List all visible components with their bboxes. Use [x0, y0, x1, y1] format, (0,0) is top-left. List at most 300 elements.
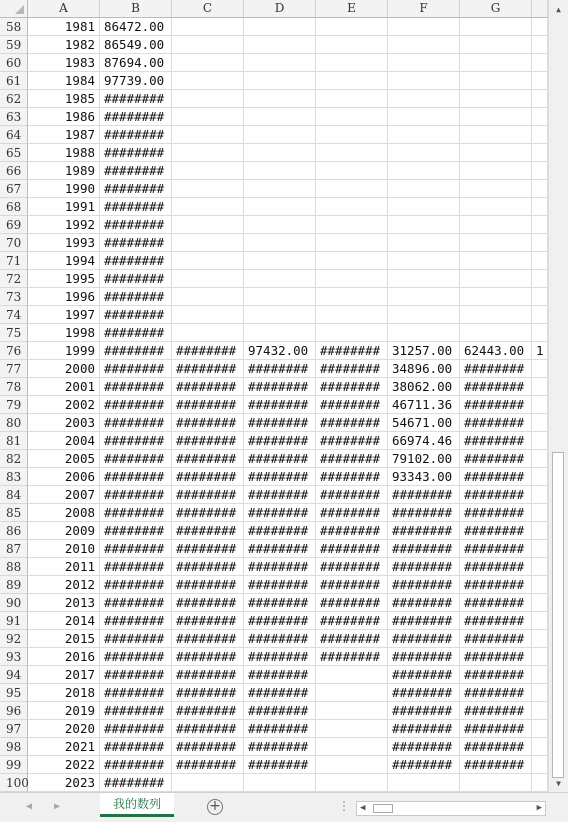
- cell-a[interactable]: 2016: [28, 648, 100, 666]
- row-header[interactable]: 75: [0, 324, 28, 342]
- cell-g[interactable]: ########: [460, 630, 532, 648]
- row-header[interactable]: 69: [0, 216, 28, 234]
- cell-g[interactable]: [460, 72, 532, 90]
- cell-d[interactable]: [244, 198, 316, 216]
- cell-a[interactable]: 1988: [28, 144, 100, 162]
- cell-d[interactable]: [244, 306, 316, 324]
- cell-h[interactable]: [532, 324, 548, 342]
- row-header[interactable]: 80: [0, 414, 28, 432]
- select-all-corner[interactable]: [0, 0, 28, 17]
- cell-c[interactable]: ########: [172, 666, 244, 684]
- cell-h[interactable]: [532, 774, 548, 792]
- cell-h[interactable]: [532, 702, 548, 720]
- cell-g[interactable]: [460, 198, 532, 216]
- cell-b[interactable]: ########: [100, 702, 172, 720]
- cell-f[interactable]: [388, 108, 460, 126]
- cell-d[interactable]: [244, 234, 316, 252]
- cell-c[interactable]: [172, 162, 244, 180]
- cell-e[interactable]: [316, 252, 388, 270]
- cell-c[interactable]: [172, 144, 244, 162]
- sheet-tab[interactable]: 我的数列: [100, 793, 174, 817]
- cell-e[interactable]: [316, 180, 388, 198]
- cell-f[interactable]: 66974.46: [388, 432, 460, 450]
- cell-h[interactable]: [532, 126, 548, 144]
- cell-b[interactable]: ########: [100, 648, 172, 666]
- cell-c[interactable]: ########: [172, 468, 244, 486]
- cell-f[interactable]: [388, 252, 460, 270]
- cell-e[interactable]: [316, 684, 388, 702]
- cell-b[interactable]: ########: [100, 468, 172, 486]
- column-header-c[interactable]: C: [172, 0, 244, 17]
- cell-e[interactable]: [316, 36, 388, 54]
- cell-g[interactable]: ########: [460, 360, 532, 378]
- cell-b[interactable]: ########: [100, 324, 172, 342]
- cell-e[interactable]: [316, 774, 388, 792]
- row-header[interactable]: 71: [0, 252, 28, 270]
- cell-f[interactable]: [388, 288, 460, 306]
- cell-b[interactable]: ########: [100, 252, 172, 270]
- cell-d[interactable]: [244, 162, 316, 180]
- row-header[interactable]: 67: [0, 180, 28, 198]
- cell-c[interactable]: [172, 126, 244, 144]
- cell-f[interactable]: 38062.00: [388, 378, 460, 396]
- cell-e[interactable]: ########: [316, 360, 388, 378]
- cell-f[interactable]: [388, 36, 460, 54]
- add-sheet-icon[interactable]: +: [207, 799, 223, 815]
- cell-h[interactable]: [532, 216, 548, 234]
- cell-f[interactable]: ########: [388, 612, 460, 630]
- cell-g[interactable]: ########: [460, 558, 532, 576]
- row-header[interactable]: 60: [0, 54, 28, 72]
- cell-c[interactable]: ########: [172, 378, 244, 396]
- cell-e[interactable]: ########: [316, 612, 388, 630]
- cell-f[interactable]: ########: [388, 486, 460, 504]
- cell-e[interactable]: [316, 126, 388, 144]
- cell-g[interactable]: [460, 54, 532, 72]
- cell-h[interactable]: [532, 270, 548, 288]
- row-header[interactable]: 61: [0, 72, 28, 90]
- cell-b[interactable]: ########: [100, 396, 172, 414]
- row-header[interactable]: 65: [0, 144, 28, 162]
- cell-e[interactable]: ########: [316, 468, 388, 486]
- cell-a[interactable]: 2000: [28, 360, 100, 378]
- cell-d[interactable]: ########: [244, 630, 316, 648]
- cell-d[interactable]: 97432.00: [244, 342, 316, 360]
- cell-f[interactable]: 31257.00: [388, 342, 460, 360]
- cell-a[interactable]: 2009: [28, 522, 100, 540]
- cell-h[interactable]: [532, 288, 548, 306]
- cell-a[interactable]: 2006: [28, 468, 100, 486]
- cell-e[interactable]: [316, 702, 388, 720]
- cell-d[interactable]: [244, 144, 316, 162]
- cell-h[interactable]: [532, 54, 548, 72]
- cell-d[interactable]: [244, 288, 316, 306]
- scroll-up-icon[interactable]: ▲: [556, 4, 561, 14]
- cell-b[interactable]: ########: [100, 360, 172, 378]
- cell-d[interactable]: ########: [244, 648, 316, 666]
- cell-c[interactable]: [172, 108, 244, 126]
- cell-d[interactable]: ########: [244, 558, 316, 576]
- row-header[interactable]: 85: [0, 504, 28, 522]
- cell-b[interactable]: ########: [100, 738, 172, 756]
- cell-c[interactable]: [172, 774, 244, 792]
- cell-a[interactable]: 2003: [28, 414, 100, 432]
- cell-d[interactable]: [244, 36, 316, 54]
- cell-a[interactable]: 1996: [28, 288, 100, 306]
- cell-c[interactable]: [172, 180, 244, 198]
- cell-a[interactable]: 1992: [28, 216, 100, 234]
- cell-g[interactable]: [460, 18, 532, 36]
- cell-h[interactable]: [532, 234, 548, 252]
- cell-a[interactable]: 1995: [28, 270, 100, 288]
- cell-e[interactable]: [316, 162, 388, 180]
- column-header-h[interactable]: [532, 0, 548, 17]
- cell-h[interactable]: [532, 36, 548, 54]
- cell-d[interactable]: ########: [244, 450, 316, 468]
- cell-b[interactable]: ########: [100, 270, 172, 288]
- cell-h[interactable]: [532, 396, 548, 414]
- cell-d[interactable]: [244, 18, 316, 36]
- cell-d[interactable]: [244, 90, 316, 108]
- row-header[interactable]: 82: [0, 450, 28, 468]
- cell-a[interactable]: 2013: [28, 594, 100, 612]
- cell-d[interactable]: [244, 108, 316, 126]
- row-header[interactable]: 68: [0, 198, 28, 216]
- cell-h[interactable]: [532, 414, 548, 432]
- cell-e[interactable]: [316, 306, 388, 324]
- cell-h[interactable]: [532, 252, 548, 270]
- cell-f[interactable]: ########: [388, 504, 460, 522]
- cell-h[interactable]: [532, 720, 548, 738]
- cell-e[interactable]: [316, 288, 388, 306]
- cell-g[interactable]: ########: [460, 702, 532, 720]
- cell-d[interactable]: ########: [244, 414, 316, 432]
- cell-g[interactable]: ########: [460, 432, 532, 450]
- scroll-left-icon[interactable]: ◀: [360, 803, 366, 813]
- cell-e[interactable]: ########: [316, 450, 388, 468]
- cell-g[interactable]: [460, 126, 532, 144]
- cell-b[interactable]: ########: [100, 522, 172, 540]
- cell-b[interactable]: ########: [100, 90, 172, 108]
- cell-g[interactable]: [460, 180, 532, 198]
- cell-c[interactable]: ########: [172, 486, 244, 504]
- cell-f[interactable]: ########: [388, 756, 460, 774]
- cell-a[interactable]: 1982: [28, 36, 100, 54]
- cell-h[interactable]: [532, 468, 548, 486]
- cell-g[interactable]: [460, 288, 532, 306]
- cell-d[interactable]: ########: [244, 504, 316, 522]
- row-header[interactable]: 90: [0, 594, 28, 612]
- cell-f[interactable]: [388, 54, 460, 72]
- cell-g[interactable]: ########: [460, 738, 532, 756]
- cell-b[interactable]: ########: [100, 756, 172, 774]
- cell-f[interactable]: ########: [388, 540, 460, 558]
- cell-d[interactable]: [244, 270, 316, 288]
- cell-b[interactable]: ########: [100, 486, 172, 504]
- cell-e[interactable]: [316, 324, 388, 342]
- cell-a[interactable]: 1999: [28, 342, 100, 360]
- cell-a[interactable]: 2020: [28, 720, 100, 738]
- cell-a[interactable]: 2012: [28, 576, 100, 594]
- cell-h[interactable]: [532, 198, 548, 216]
- cell-b[interactable]: ########: [100, 540, 172, 558]
- cell-h[interactable]: [532, 486, 548, 504]
- cell-d[interactable]: [244, 180, 316, 198]
- cell-c[interactable]: [172, 324, 244, 342]
- cell-b[interactable]: ########: [100, 684, 172, 702]
- cell-a[interactable]: 2005: [28, 450, 100, 468]
- row-header[interactable]: 81: [0, 432, 28, 450]
- cell-g[interactable]: [460, 252, 532, 270]
- cell-c[interactable]: ########: [172, 396, 244, 414]
- row-header[interactable]: 77: [0, 360, 28, 378]
- row-header[interactable]: 78: [0, 378, 28, 396]
- cell-h[interactable]: [532, 108, 548, 126]
- cell-c[interactable]: ########: [172, 594, 244, 612]
- cell-h[interactable]: [532, 18, 548, 36]
- cell-b[interactable]: ########: [100, 432, 172, 450]
- cell-g[interactable]: ########: [460, 414, 532, 432]
- cell-e[interactable]: [316, 108, 388, 126]
- row-header[interactable]: 70: [0, 234, 28, 252]
- cell-h[interactable]: [532, 72, 548, 90]
- cell-a[interactable]: 2015: [28, 630, 100, 648]
- cell-f[interactable]: 54671.00: [388, 414, 460, 432]
- cell-f[interactable]: ########: [388, 666, 460, 684]
- cell-h[interactable]: [532, 558, 548, 576]
- cell-f[interactable]: 93343.00: [388, 468, 460, 486]
- cell-g[interactable]: ########: [460, 720, 532, 738]
- cell-a[interactable]: 1990: [28, 180, 100, 198]
- cell-g[interactable]: [460, 270, 532, 288]
- cell-f[interactable]: [388, 306, 460, 324]
- cell-e[interactable]: ########: [316, 594, 388, 612]
- cell-e[interactable]: [316, 54, 388, 72]
- cell-a[interactable]: 2004: [28, 432, 100, 450]
- cell-b[interactable]: ########: [100, 558, 172, 576]
- cell-f[interactable]: ########: [388, 648, 460, 666]
- cell-h[interactable]: [532, 612, 548, 630]
- cell-e[interactable]: ########: [316, 378, 388, 396]
- row-header[interactable]: 74: [0, 306, 28, 324]
- cell-f[interactable]: ########: [388, 684, 460, 702]
- cell-b[interactable]: ########: [100, 414, 172, 432]
- cell-c[interactable]: ########: [172, 414, 244, 432]
- row-header[interactable]: 96: [0, 702, 28, 720]
- row-header[interactable]: 86: [0, 522, 28, 540]
- cell-h[interactable]: [532, 162, 548, 180]
- cell-a[interactable]: 2017: [28, 666, 100, 684]
- cell-e[interactable]: [316, 756, 388, 774]
- column-header-d[interactable]: D: [244, 0, 316, 17]
- cell-f[interactable]: ########: [388, 720, 460, 738]
- cell-c[interactable]: [172, 288, 244, 306]
- cell-a[interactable]: 1998: [28, 324, 100, 342]
- cell-e[interactable]: ########: [316, 396, 388, 414]
- cell-h[interactable]: [532, 540, 548, 558]
- row-header[interactable]: 87: [0, 540, 28, 558]
- cell-g[interactable]: ########: [460, 486, 532, 504]
- cell-b[interactable]: ########: [100, 342, 172, 360]
- cell-a[interactable]: 2007: [28, 486, 100, 504]
- cell-a[interactable]: 1997: [28, 306, 100, 324]
- cell-b[interactable]: ########: [100, 144, 172, 162]
- cell-h[interactable]: [532, 666, 548, 684]
- cell-g[interactable]: ########: [460, 540, 532, 558]
- cell-g[interactable]: ########: [460, 468, 532, 486]
- cell-c[interactable]: ########: [172, 450, 244, 468]
- cell-f[interactable]: [388, 18, 460, 36]
- cell-d[interactable]: ########: [244, 702, 316, 720]
- cell-g[interactable]: ########: [460, 396, 532, 414]
- cell-f[interactable]: ########: [388, 594, 460, 612]
- tab-scroll-left-icon[interactable]: ◀: [26, 801, 33, 812]
- cell-h[interactable]: [532, 180, 548, 198]
- scroll-right-icon[interactable]: ▶: [536, 803, 542, 813]
- cell-d[interactable]: ########: [244, 756, 316, 774]
- cell-a[interactable]: 1989: [28, 162, 100, 180]
- cell-c[interactable]: ########: [172, 648, 244, 666]
- vertical-scrollbar[interactable]: [548, 0, 568, 792]
- cell-a[interactable]: 1981: [28, 18, 100, 36]
- row-header[interactable]: 83: [0, 468, 28, 486]
- cell-b[interactable]: ########: [100, 666, 172, 684]
- cell-e[interactable]: [316, 90, 388, 108]
- cell-g[interactable]: ########: [460, 666, 532, 684]
- row-header[interactable]: 72: [0, 270, 28, 288]
- cell-e[interactable]: ########: [316, 504, 388, 522]
- cell-b[interactable]: ########: [100, 306, 172, 324]
- cell-b[interactable]: ########: [100, 612, 172, 630]
- cell-c[interactable]: ########: [172, 576, 244, 594]
- cell-e[interactable]: [316, 72, 388, 90]
- cell-b[interactable]: 86549.00: [100, 36, 172, 54]
- row-header[interactable]: 92: [0, 630, 28, 648]
- cell-a[interactable]: 2021: [28, 738, 100, 756]
- cell-d[interactable]: ########: [244, 468, 316, 486]
- cell-c[interactable]: [172, 18, 244, 36]
- cell-g[interactable]: [460, 36, 532, 54]
- cell-f[interactable]: [388, 180, 460, 198]
- cell-c[interactable]: [172, 90, 244, 108]
- row-header[interactable]: 79: [0, 396, 28, 414]
- cell-f[interactable]: [388, 270, 460, 288]
- cell-g[interactable]: ########: [460, 756, 532, 774]
- cell-g[interactable]: ########: [460, 594, 532, 612]
- row-header[interactable]: 76: [0, 342, 28, 360]
- cell-g[interactable]: [460, 234, 532, 252]
- cell-a[interactable]: 2014: [28, 612, 100, 630]
- cell-a[interactable]: 2001: [28, 378, 100, 396]
- cell-e[interactable]: ########: [316, 522, 388, 540]
- cell-d[interactable]: ########: [244, 612, 316, 630]
- cell-d[interactable]: ########: [244, 594, 316, 612]
- cell-e[interactable]: ########: [316, 414, 388, 432]
- cell-f[interactable]: [388, 90, 460, 108]
- cell-c[interactable]: [172, 198, 244, 216]
- cell-g[interactable]: [460, 216, 532, 234]
- column-header-g[interactable]: G: [460, 0, 532, 17]
- row-header[interactable]: 91: [0, 612, 28, 630]
- horizontal-scroll-thumb[interactable]: [373, 804, 393, 813]
- cell-a[interactable]: 2010: [28, 540, 100, 558]
- cell-c[interactable]: [172, 270, 244, 288]
- cell-g[interactable]: ########: [460, 450, 532, 468]
- cell-f[interactable]: [388, 198, 460, 216]
- cell-h[interactable]: [532, 90, 548, 108]
- cell-c[interactable]: [172, 306, 244, 324]
- cell-g[interactable]: [460, 324, 532, 342]
- cell-f[interactable]: ########: [388, 522, 460, 540]
- cell-f[interactable]: [388, 324, 460, 342]
- cell-e[interactable]: [316, 738, 388, 756]
- cell-b[interactable]: 87694.00: [100, 54, 172, 72]
- cell-g[interactable]: [460, 144, 532, 162]
- cell-e[interactable]: [316, 198, 388, 216]
- cell-a[interactable]: 2002: [28, 396, 100, 414]
- cell-c[interactable]: ########: [172, 540, 244, 558]
- cell-b[interactable]: ########: [100, 198, 172, 216]
- cell-b[interactable]: ########: [100, 630, 172, 648]
- cell-a[interactable]: 2022: [28, 756, 100, 774]
- row-header[interactable]: 99: [0, 756, 28, 774]
- cell-c[interactable]: [172, 216, 244, 234]
- cell-c[interactable]: [172, 252, 244, 270]
- cell-h[interactable]: [532, 306, 548, 324]
- cell-b[interactable]: ########: [100, 378, 172, 396]
- cell-d[interactable]: [244, 252, 316, 270]
- cell-e[interactable]: ########: [316, 432, 388, 450]
- cell-c[interactable]: [172, 54, 244, 72]
- column-header-f[interactable]: F: [388, 0, 460, 17]
- cell-f[interactable]: 79102.00: [388, 450, 460, 468]
- row-header[interactable]: 97: [0, 720, 28, 738]
- cell-d[interactable]: [244, 216, 316, 234]
- cell-f[interactable]: ########: [388, 576, 460, 594]
- cell-f[interactable]: [388, 774, 460, 792]
- cell-b[interactable]: ########: [100, 450, 172, 468]
- cell-b[interactable]: ########: [100, 234, 172, 252]
- cell-d[interactable]: [244, 126, 316, 144]
- cell-e[interactable]: ########: [316, 540, 388, 558]
- cell-c[interactable]: ########: [172, 612, 244, 630]
- cell-b[interactable]: ########: [100, 594, 172, 612]
- horizontal-scrollbar[interactable]: [356, 801, 546, 816]
- cell-d[interactable]: ########: [244, 522, 316, 540]
- row-header[interactable]: 94: [0, 666, 28, 684]
- cell-g[interactable]: ########: [460, 378, 532, 396]
- cell-h[interactable]: [532, 504, 548, 522]
- row-header[interactable]: 58: [0, 18, 28, 36]
- cell-a[interactable]: 1987: [28, 126, 100, 144]
- cell-a[interactable]: 1986: [28, 108, 100, 126]
- cell-f[interactable]: 46711.36: [388, 396, 460, 414]
- cell-c[interactable]: ########: [172, 756, 244, 774]
- cell-b[interactable]: ########: [100, 576, 172, 594]
- cell-h[interactable]: [532, 576, 548, 594]
- cell-e[interactable]: [316, 144, 388, 162]
- cell-e[interactable]: ########: [316, 486, 388, 504]
- cell-a[interactable]: 2019: [28, 702, 100, 720]
- cell-e[interactable]: ########: [316, 558, 388, 576]
- cell-b[interactable]: 97739.00: [100, 72, 172, 90]
- cell-g[interactable]: [460, 90, 532, 108]
- cell-a[interactable]: 1983: [28, 54, 100, 72]
- scroll-down-icon[interactable]: ▼: [556, 778, 561, 788]
- cell-d[interactable]: ########: [244, 720, 316, 738]
- column-header-e[interactable]: E: [316, 0, 388, 17]
- cell-f[interactable]: ########: [388, 558, 460, 576]
